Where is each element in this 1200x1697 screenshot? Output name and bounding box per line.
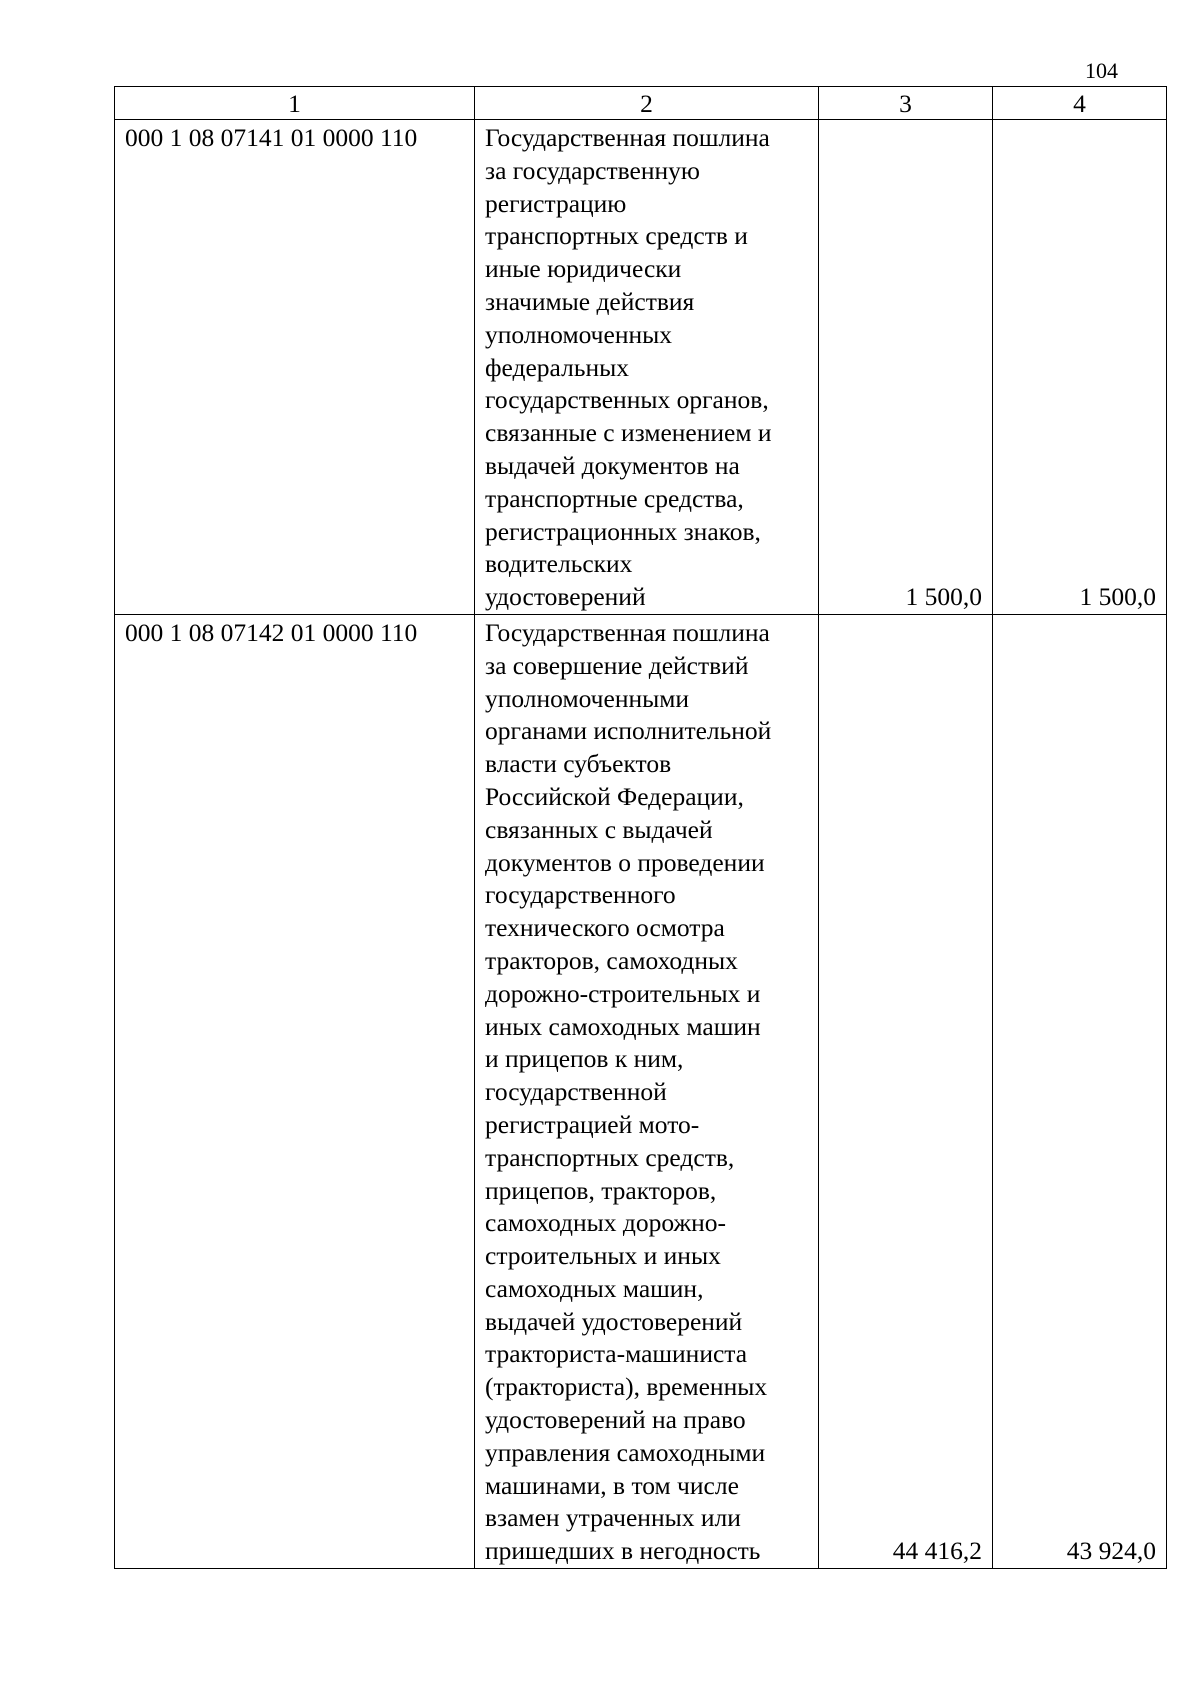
description-line: технического осмотра [485, 913, 725, 943]
description-line: уполномоченных [485, 319, 672, 349]
description-line: государственного [485, 880, 676, 910]
amount-col-4: 1 500,0 [993, 120, 1167, 615]
description-line: федеральных [485, 352, 629, 382]
header-col-4: 4 [993, 87, 1167, 120]
table-row [115, 614, 1167, 1568]
description-line: выдачей удостоверений [485, 1306, 743, 1336]
description-line: выдачей документов на [485, 450, 740, 480]
description-line: органами исполнительной [485, 716, 772, 746]
description-line: транспортные средства, [485, 483, 744, 513]
description-line: Государственная пошлина [485, 617, 770, 647]
description-line: власти субъектов [485, 749, 672, 779]
description-line: транспортных средств и [485, 221, 748, 251]
description-line: документов о проведении [485, 847, 765, 877]
description-line: регистрацией мото- [485, 1109, 700, 1139]
description-line: и прицепов к ним, [485, 1044, 684, 1074]
description-line: регистрационных знаков, [485, 516, 761, 546]
description-line: Государственная пошлина [485, 123, 770, 152]
description-line: за государственную [485, 155, 700, 185]
table-header-row [115, 87, 1167, 120]
description-line: прицепов, тракторов, [485, 1175, 717, 1205]
budget-revenue-table [114, 86, 1167, 1569]
amount-col-3: 44 416,2 [819, 614, 993, 1568]
description-line: тракториста-машиниста [485, 1339, 748, 1369]
description-line: дорожно-строительных и [485, 978, 761, 1008]
header-col-3: 3 [819, 87, 993, 120]
description-line: удостоверений на право [485, 1405, 746, 1435]
description-line: строительных и иных [485, 1241, 721, 1271]
description-line: регистрацию [485, 188, 627, 218]
description-line: водительских [485, 549, 633, 579]
table-row [115, 120, 1167, 615]
description-line: государственной [485, 1077, 667, 1107]
description-line: иных самоходных машин [485, 1011, 761, 1041]
amount-col-4: 43 924,0 [993, 614, 1167, 1568]
description-line: государственных органов, [485, 385, 769, 415]
description-line: иные юридически [485, 254, 682, 284]
description-line: самоходных дорожно- [485, 1208, 726, 1238]
description-line: управления самоходными [485, 1437, 766, 1467]
description-line: Российской Федерации, [485, 781, 744, 811]
description-line: за совершение действий [485, 650, 749, 680]
description-line: машинами, в том числе [485, 1470, 739, 1500]
description-line: пришедших в негодность [485, 1536, 761, 1566]
description-line: тракторов, самоходных [485, 945, 738, 975]
revenue-description [475, 120, 819, 615]
header-col-1: 1 [115, 87, 475, 120]
amount-col-3: 1 500,0 [819, 120, 993, 615]
description-line: (тракториста), временных [485, 1372, 768, 1402]
description-line: уполномоченными [485, 683, 690, 713]
description-line: транспортных средств, [485, 1142, 735, 1172]
description-line: значимые действия [485, 286, 695, 316]
page-number: 104 [1085, 58, 1118, 83]
classification-code: 000 1 08 07141 01 0000 110 [115, 120, 475, 615]
header-col-2: 2 [475, 87, 819, 120]
description-line: связанные с изменением и [485, 418, 772, 448]
description-line: удостоверений [485, 582, 646, 612]
classification-code: 000 1 08 07142 01 0000 110 [115, 614, 475, 1568]
description-line: самоходных машин, [485, 1273, 704, 1303]
description-line: взамен утраченных или [485, 1503, 741, 1533]
revenue-description [475, 614, 819, 1568]
description-line: связанных с выдачей [485, 814, 713, 844]
